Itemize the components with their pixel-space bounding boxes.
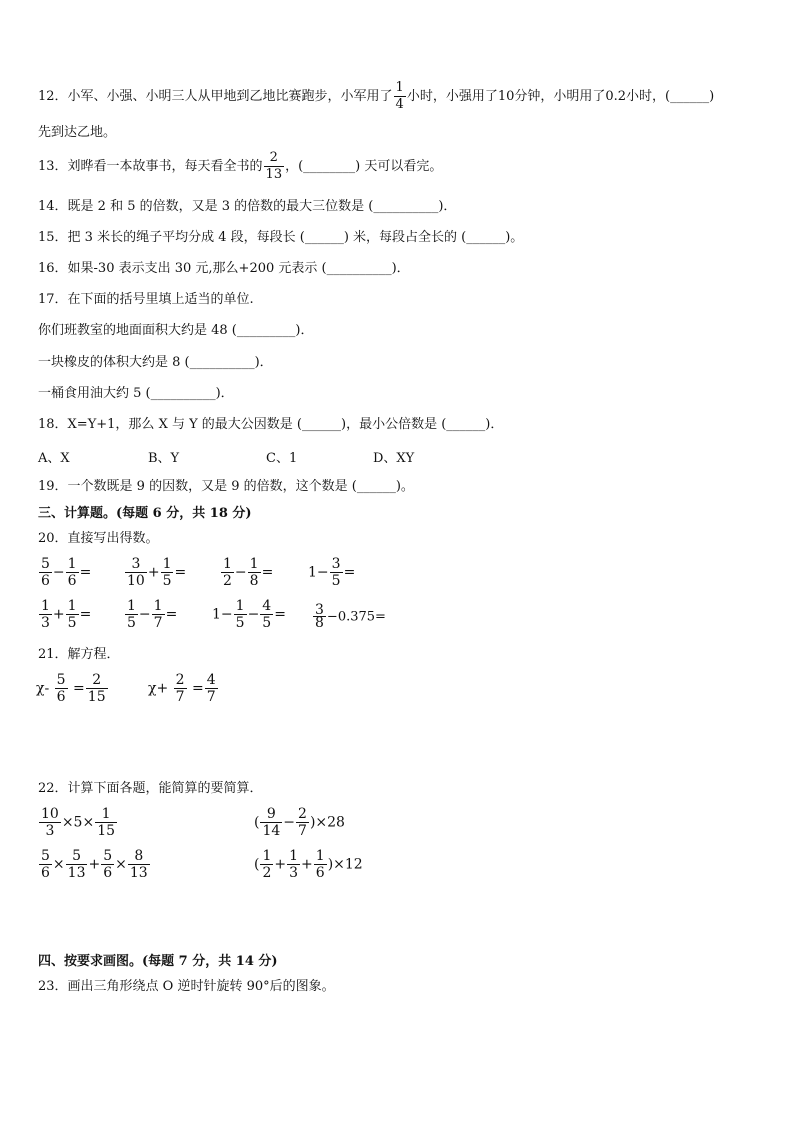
q18-option-c: C、1: [266, 451, 298, 466]
q20-expr-3: $\frac{1}{2}$ − $\frac{1}{8}$ =: [223, 556, 274, 589]
question-22-title: 22．计算下面各题，能简算的要简算．: [38, 781, 263, 796]
question-23: 23．画出三角形绕点 O 逆时针旋转 90°后的图象。: [38, 979, 335, 994]
q12-text-a: 12．小军、小强、小明三人从甲地到乙地比赛跑步，小军用了: [38, 89, 393, 104]
q22-expr-2: ( $\frac{9}{14}$ − $\frac{2}{7}$ )×28: [254, 806, 345, 839]
question-12: [38, 80, 714, 113]
q20-expr-2: $\frac{3}{10}$ + $\frac{1}{5}$ =: [127, 556, 187, 589]
question-18: 18．X=Y+1，那么 X 与 Y 的最大公因数是 (______)，最小公倍数是 (______)．: [38, 417, 504, 432]
question-20-title: 20．直接写出得数。: [38, 531, 159, 546]
q12-fraction: $\frac{1}{4}$: [395, 80, 404, 112]
q13-text-b: ，(________) 天可以看完。: [285, 159, 443, 174]
q20-expr-8: $\frac{3}{8}$ −0.375=: [315, 602, 386, 631]
q20-expr-6: $\frac{1}{5}$ − $\frac{1}{7}$ =: [127, 598, 178, 631]
q20-expr-5: $\frac{1}{3}$ + $\frac{1}{5}$ =: [41, 598, 92, 631]
q21-equation-1: χ- $\frac{5}{6}$ = $\frac{2}{15}$: [36, 672, 106, 705]
question-17-line1: 你们班教室的地面面积大约是 48 (_________)．: [38, 323, 314, 338]
question-21-title: 21．解方程．: [38, 647, 120, 662]
q13-fraction: $\frac{2}{13}$: [265, 150, 283, 182]
q12-line2: 先到达乙地。: [38, 125, 117, 140]
q18-option-b: B、Y: [148, 451, 180, 466]
section-3-heading: 三、计算题。(每题 6 分，共 18 分): [38, 506, 252, 521]
q21-equation-2: χ+ $\frac{2}{7}$ = $\frac{4}{7}$: [148, 672, 216, 705]
q18-option-a: A、X: [38, 451, 70, 466]
q20-expr-4: 1− $\frac{3}{5}$ =: [308, 556, 356, 589]
question-13: [38, 150, 442, 183]
question-17-line3: 一桶食用油大约 5 (__________)．: [38, 386, 234, 401]
q22-expr-3: $\frac{5}{6}$ × $\frac{5}{13}$ + $\frac{5}{6}$ × $\frac{8}{13}$: [41, 848, 148, 881]
question-16: 16．如果-30 表示支出 30 元,那么+200 元表示 (__________)．: [38, 261, 410, 276]
question-15: 15．把 3 米长的绳子平均分成 4 段，每段长 (______) 米，每段占全长的 (______)。: [38, 230, 524, 245]
q22-expr-1: $\frac{10}{3}$ ×5× $\frac{1}{15}$: [41, 806, 116, 839]
question-17-line2: 一块橡皮的体积大约是 8 (__________)．: [38, 355, 273, 370]
q22-expr-4: ( $\frac{1}{2}$ + $\frac{1}{3}$ + $\frac{1}{6}$ )×12: [254, 848, 363, 881]
q18-option-d: D、XY: [373, 451, 415, 466]
question-17-title: 17．在下面的括号里填上适当的单位.: [38, 292, 254, 307]
section-4-heading: 四、按要求画图。(每题 7 分，共 14 分): [38, 954, 278, 969]
q20-expr-7: 1− $\frac{1}{5}$ − $\frac{4}{5}$ =: [212, 598, 286, 631]
q20-expr-1: $\frac{5}{6}$ − $\frac{1}{6}$ =: [41, 556, 92, 589]
q12-text-b: 小时，小强用了10分钟，小明用了0.2小时，(______): [406, 89, 715, 104]
question-19: 19．一个数既是 9 的因数，又是 9 的倍数，这个数是 (______)。: [38, 479, 414, 494]
q13-text-a: 13．刘晔看一本故事书，每天看全书的: [38, 159, 263, 174]
question-14: 14．既是 2 和 5 的倍数，又是 3 的倍数的最大三位数是 (__________)．: [38, 199, 457, 214]
